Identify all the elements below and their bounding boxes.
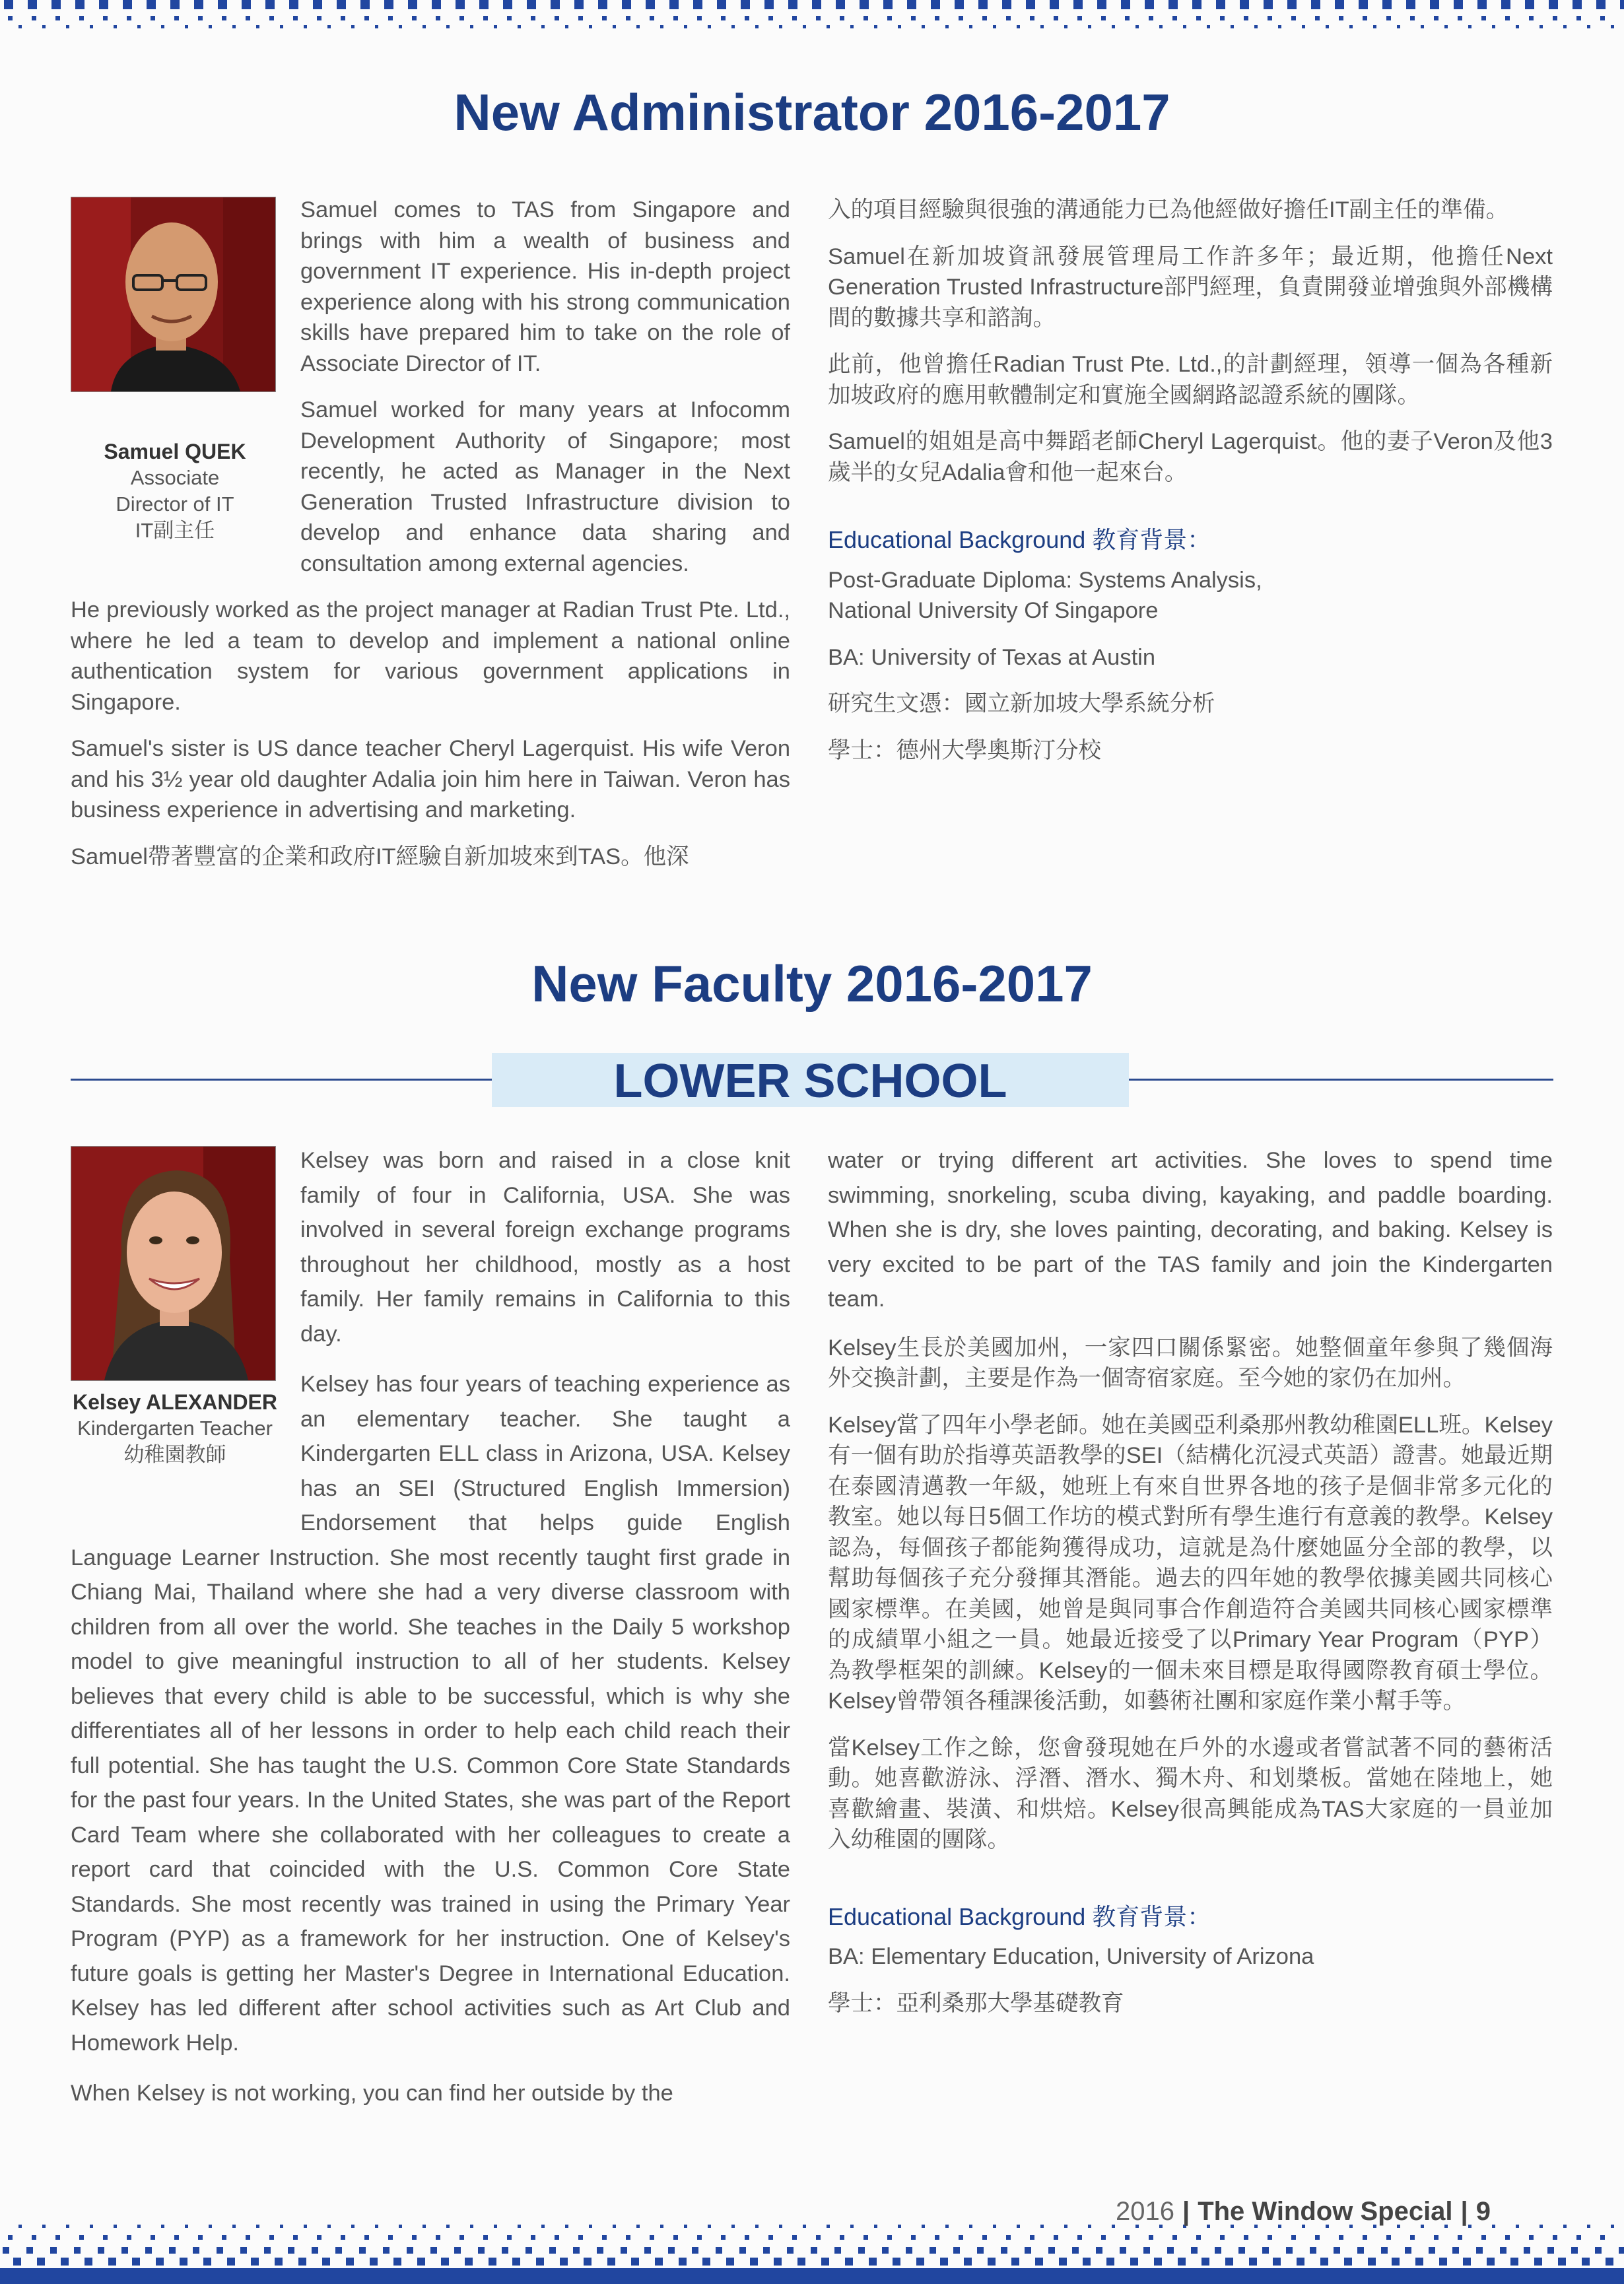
faculty-right-column [828, 1143, 1553, 2034]
paragraph: Samuel的姐姐是高中舞蹈老師Cheryl Lagerquist。他的妻子Veron及他3歲半的女兒Adalia會和他一起來台。 [828, 429, 1553, 485]
education-item: 學士：德州大學奧斯汀分校 [828, 737, 1101, 763]
kelsey-role: Kindergarten Teacher [77, 1417, 273, 1440]
paragraph: Kelsey was born and raised in a close knit family of four in California, USA. She was involved in several foreign exchange programs throughout her childhood, mostly as a host family. Her family remains in California to this day. [300, 1148, 790, 1347]
samuel-role-line1: Associate [130, 466, 220, 489]
footer-year: 2016 [1116, 2197, 1174, 2226]
paragraph: He previously worked as the project manager at Radian Trust Pte. Ltd., where he led a team to develop and implement a national online authentication system for various government applications in Singapore. [71, 597, 790, 715]
paragraph: 入的項目經驗與很強的溝通能力已為他經做好擔任IT副主任的準備。 [828, 197, 1509, 222]
top-decorative-border [0, 0, 1624, 34]
education-item: BA: Elementary Education, University of Arizona [828, 1944, 1314, 1969]
paragraph: Kelsey has four years of teaching experience as an elementary teacher. She taught a Kindergarten ELL class in Arizona, USA. Kelsey has an SEI (Structured English Immersion) Endorsement that helps guide English Language Learner Instruction. She most recently taught first grade in Chiang Mai, Thailand where she had a very diverse classroom with children from all over the world. She teaches in the Daily 5 workshop model to give meaningful instruction to all of her students. Kelsey believes that every child is able to be successful, which is why she differentiates all of her lessons in order to help each child reach their full potential. She has taught the U.S. Common Core State Standards for the past four years. In the United States, she was part of the Report Card Team where she collaborated with her colleagues to create a report card that coincided with the U.S. Common Core State Standards. She most recently was trained in using the Primary Year Program (PYP) as a framework for her instruction. One of Kelsey's future goals is getting her Master's Degree in International Education. Kelsey has led different after school activities such as Art Club and Homework Help. [71, 1372, 790, 2056]
paragraph: Kelsey當了四年小學老師。她在美國亞利桑那州教幼稚園ELL班。Kelsey有一個有助於指導英語教學的SEI（結構化沉浸式英語）證書。她最近期在泰國清邁教一年級，她班上有來自世界各地的孩子是個非常多元化的教室。她以每日5個工作坊的模式對所有學生進行有意義的教學。Kelsey認為，每個孩子都能夠獲得成功，這就是為什麼她區分全部的教學，以幫助每個孩子充分發揮其潛能。過去的四年她的教學依據美國共同核心國家標準。在美國，她曾是與同事合作創造符合美國共同核心國家標準的成績單小組之一員。她最近接受了以Primary Year Program（PYP）為教學框架的訓練。Kelsey的一個未來目標是取得國際教育碩士學位。Kelsey曾帶領各種課後活動，如藝術社團和家庭作業小幫手等。 [828, 1412, 1553, 1714]
admin-education [828, 525, 1553, 766]
education-heading: Educational Background 教育背景： [828, 526, 1211, 553]
samuel-role-zh: IT副主任 [135, 519, 215, 542]
lower-school-label: LOWER SCHOOL [613, 1055, 1007, 1108]
paragraph: 此前，他曾擔任Radian Trust Pte. Ltd.,的計劃經理，領導一個為各種新加坡政府的應用軟體制定和實施全國網路認證系統的團隊。 [828, 352, 1553, 408]
paragraph: Samuel's sister is US dance teacher Cheryl Lagerquist. His wife Veron and his 3½ year old daughter Adalia join him here in Taiwan. Veron has business experience in advertising and marketing. [71, 736, 790, 823]
kelsey-role-zh: 幼稚園教師 [123, 1443, 226, 1466]
faculty-education [828, 1902, 1553, 2019]
admin-section-title: New Administrator 2016-2017 [454, 83, 1170, 141]
page-number: 9 [1475, 2197, 1491, 2226]
education-item: BA: University of Texas at Austin [828, 644, 1156, 670]
admin-left-column [71, 195, 790, 888]
samuel-role-line2: Director of IT [116, 492, 234, 516]
paragraph: Samuel worked for many years at Infocomm Development Authority of Singapore; most recently, he acted as Manager in the Next Generation Trusted Infrastructure division to develop and enhance data sharing and consultation among external agencies. [300, 397, 790, 576]
paragraph: When Kelsey is not working, you can find her outside by the [71, 2081, 673, 2106]
divider-left [71, 1079, 493, 1081]
education-item: 研究生文憑：國立新加坡大學系統分析 [828, 691, 1215, 716]
samuel-name: Samuel QUEK [104, 440, 246, 463]
bottom-decorative-border [0, 2225, 1624, 2284]
faculty-section-title: New Faculty 2016-2017 [531, 955, 1093, 1013]
kelsey-name: Kelsey ALEXANDER [72, 1390, 277, 1414]
lower-school-banner [492, 1053, 1129, 1107]
education-heading: Educational Background 教育背景： [828, 1902, 1211, 1930]
footer-publication: The Window Special [1198, 2197, 1453, 2226]
paragraph: Kelsey生長於美國加州，一家四口關係緊密。她整個童年參與了幾個海外交換計劃，主要是作為一個寄宿家庭。至今她的家仍在加州。 [828, 1335, 1553, 1391]
divider-right [1128, 1079, 1553, 1081]
paragraph: Samuel帶著豐富的企業和政府IT經驗自新加坡來到TAS。他深 [71, 844, 689, 869]
education-item: 學士：亞利桑那大學基礎教育 [828, 1990, 1124, 2016]
page-footer: 2016 | The Window Special | 9 [1116, 2197, 1491, 2226]
paragraph: 當Kelsey工作之餘，您會發現她在戶外的水邊或者嘗試著不同的藝術活動。她喜歡游泳、浮潛、潛水、獨木舟、和划槳板。當她在陸地上，她喜歡繪畫、裝潢、和烘焙。Kelsey很高興能成為TAS大家庭的一員並加入幼稚園的團隊。 [828, 1735, 1553, 1852]
admin-right-column [828, 195, 1553, 782]
education-item: Post-Graduate Diploma: Systems Analysis, National University Of Singapore [828, 567, 1262, 623]
paragraph: Samuel comes to TAS from Singapore and brings with him a wealth of business and government IT experience. His in-depth project experience along with his strong communication skills have prepared him to take on the role of Associate Director of IT. [300, 197, 790, 376]
paragraph: Samuel在新加坡資訊發展管理局工作許多年；最近期，他擔任Next Generation Trusted Infrastructure部門經理，負責開發並增強與外部機構間的數據共享和諮詢。 [828, 244, 1553, 331]
paragraph: water or trying different art activities. She loves to spend time swimming, snorkeling, scuba diving, kayaking, and paddle boarding. When she is dry, she loves painting, decorating, and baking. Kelsey is very excited to be part of the TAS family and join the Kindergarten team. [828, 1148, 1553, 1312]
faculty-left-column [71, 1143, 790, 2127]
